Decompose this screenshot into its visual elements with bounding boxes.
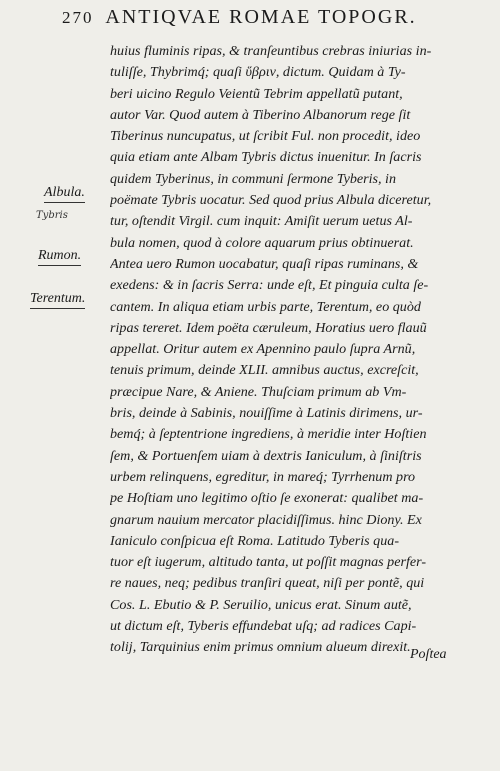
text-line: quidem Tyberinus, in communi ſermone Tyberis, in (110, 170, 397, 187)
text-line: urbem relinquens, egreditur, in mareq́; Tyrrhenum pro (110, 468, 416, 485)
margin-note-albula: Albula. (44, 185, 85, 203)
text-line: tolij, Tarquinius enim primus omnium alueum direxit. (110, 639, 411, 656)
text-line: autor Var. Quod autem à Tiberino Albanorum rege ſit (110, 106, 411, 123)
text-line: huius fluminis ripas, & tranſeuntibus crebras iniurias in- (110, 43, 432, 59)
text-line: ſem, & Portuenſem uiam à dextris Ianiculum, à ſiniſtris (110, 447, 422, 464)
text-line: quia etiam ante Albam Tybris dictus inuenitur. In ſacris (110, 149, 422, 166)
text-line: Ianiculo conſpicua eſt Roma. Latitudo Tyberis qua- (110, 532, 400, 549)
text-line: tuor eſt iugerum, altitudo tanta, ut poſſit magnas perfer- (110, 554, 427, 571)
margin-note-terentum: Terentum. (30, 291, 85, 309)
text-line: tuliſſe, Thybrimq́; quaſi ὕβριν, dictum. Quidam à Ty- (110, 64, 406, 81)
text-line: gnarum nauium mercator placidiſſimus. hinc Diony. Ex (110, 511, 422, 528)
margin-handwritten-tybris: Tybris (36, 210, 68, 221)
page-number: 270 (62, 8, 94, 27)
text-line: Cos. L. Ebutio & P. Seruilio, unicus erat. Sinum autẽ, (110, 596, 412, 613)
text-line: Antea uero Rumon uocabatur, quaſi ripas ruminans, & (110, 255, 419, 272)
text-line: exedens: & in ſacris Serra: unde eſt, Et pinguia culta ſe- (110, 277, 429, 294)
body-text (110, 41, 475, 659)
running-header (62, 6, 482, 32)
text-line: bris, deinde à Sabinis, nouiſſime à Latinis dirimens, ur- (110, 405, 423, 422)
text-line: tenuis primum, deinde XLII. amnibus auctus, excreſcit, (110, 362, 419, 379)
text-line: bemq́; à ſeptentrione ingrediens, à meridie inter Hoſtien (110, 426, 427, 443)
margin-note-rumon: Rumon. (38, 248, 81, 266)
running-title: ANTIQVAE ROMAE TOPOGR. (105, 6, 417, 28)
text-line: bula nomen, quod à colore aquarum prius obtinuerat. (110, 234, 414, 251)
text-line: pe Hoſtiam uno legitimo oſtio ſe exonerat: qualibet ma- (110, 490, 424, 507)
text-line: cantem. In aliqua etiam urbis parte, Terentum, eo quòd (110, 298, 421, 315)
text-line: ripas tereret. Idem poëta cæruleum, Horatius uero flauũ (110, 319, 427, 336)
text-line: re naues, neq; pedibus tranſiri queat, niſi per pontẽ, qui (110, 575, 425, 592)
text-line: appellat. Oritur autem ex Apennino paulo ſupra Arnũ, (110, 341, 416, 358)
text-line: poëmate Tybris uocatur. Sed quod prius Albula diceretur, (110, 192, 432, 209)
text-line: Tiberinus nuncupatus, ut ſcribit Ful. non procedit, ideo (110, 128, 421, 145)
catchword: Poſtea (410, 647, 447, 662)
text-line: tur, oſtendit Virgil. cum inquit: Amiſit uerum uetus Al- (110, 213, 413, 230)
text-line: beri uicino Regulo Veientũ Tebrim appellatũ putant, (110, 85, 403, 102)
text-line: ut dictum eſt, Tyberis effundebat uſq; ad radices Capi- (110, 618, 417, 635)
text-line: præcipue Nare, & Aniene. Thuſciam primum ab Vm- (110, 383, 407, 400)
